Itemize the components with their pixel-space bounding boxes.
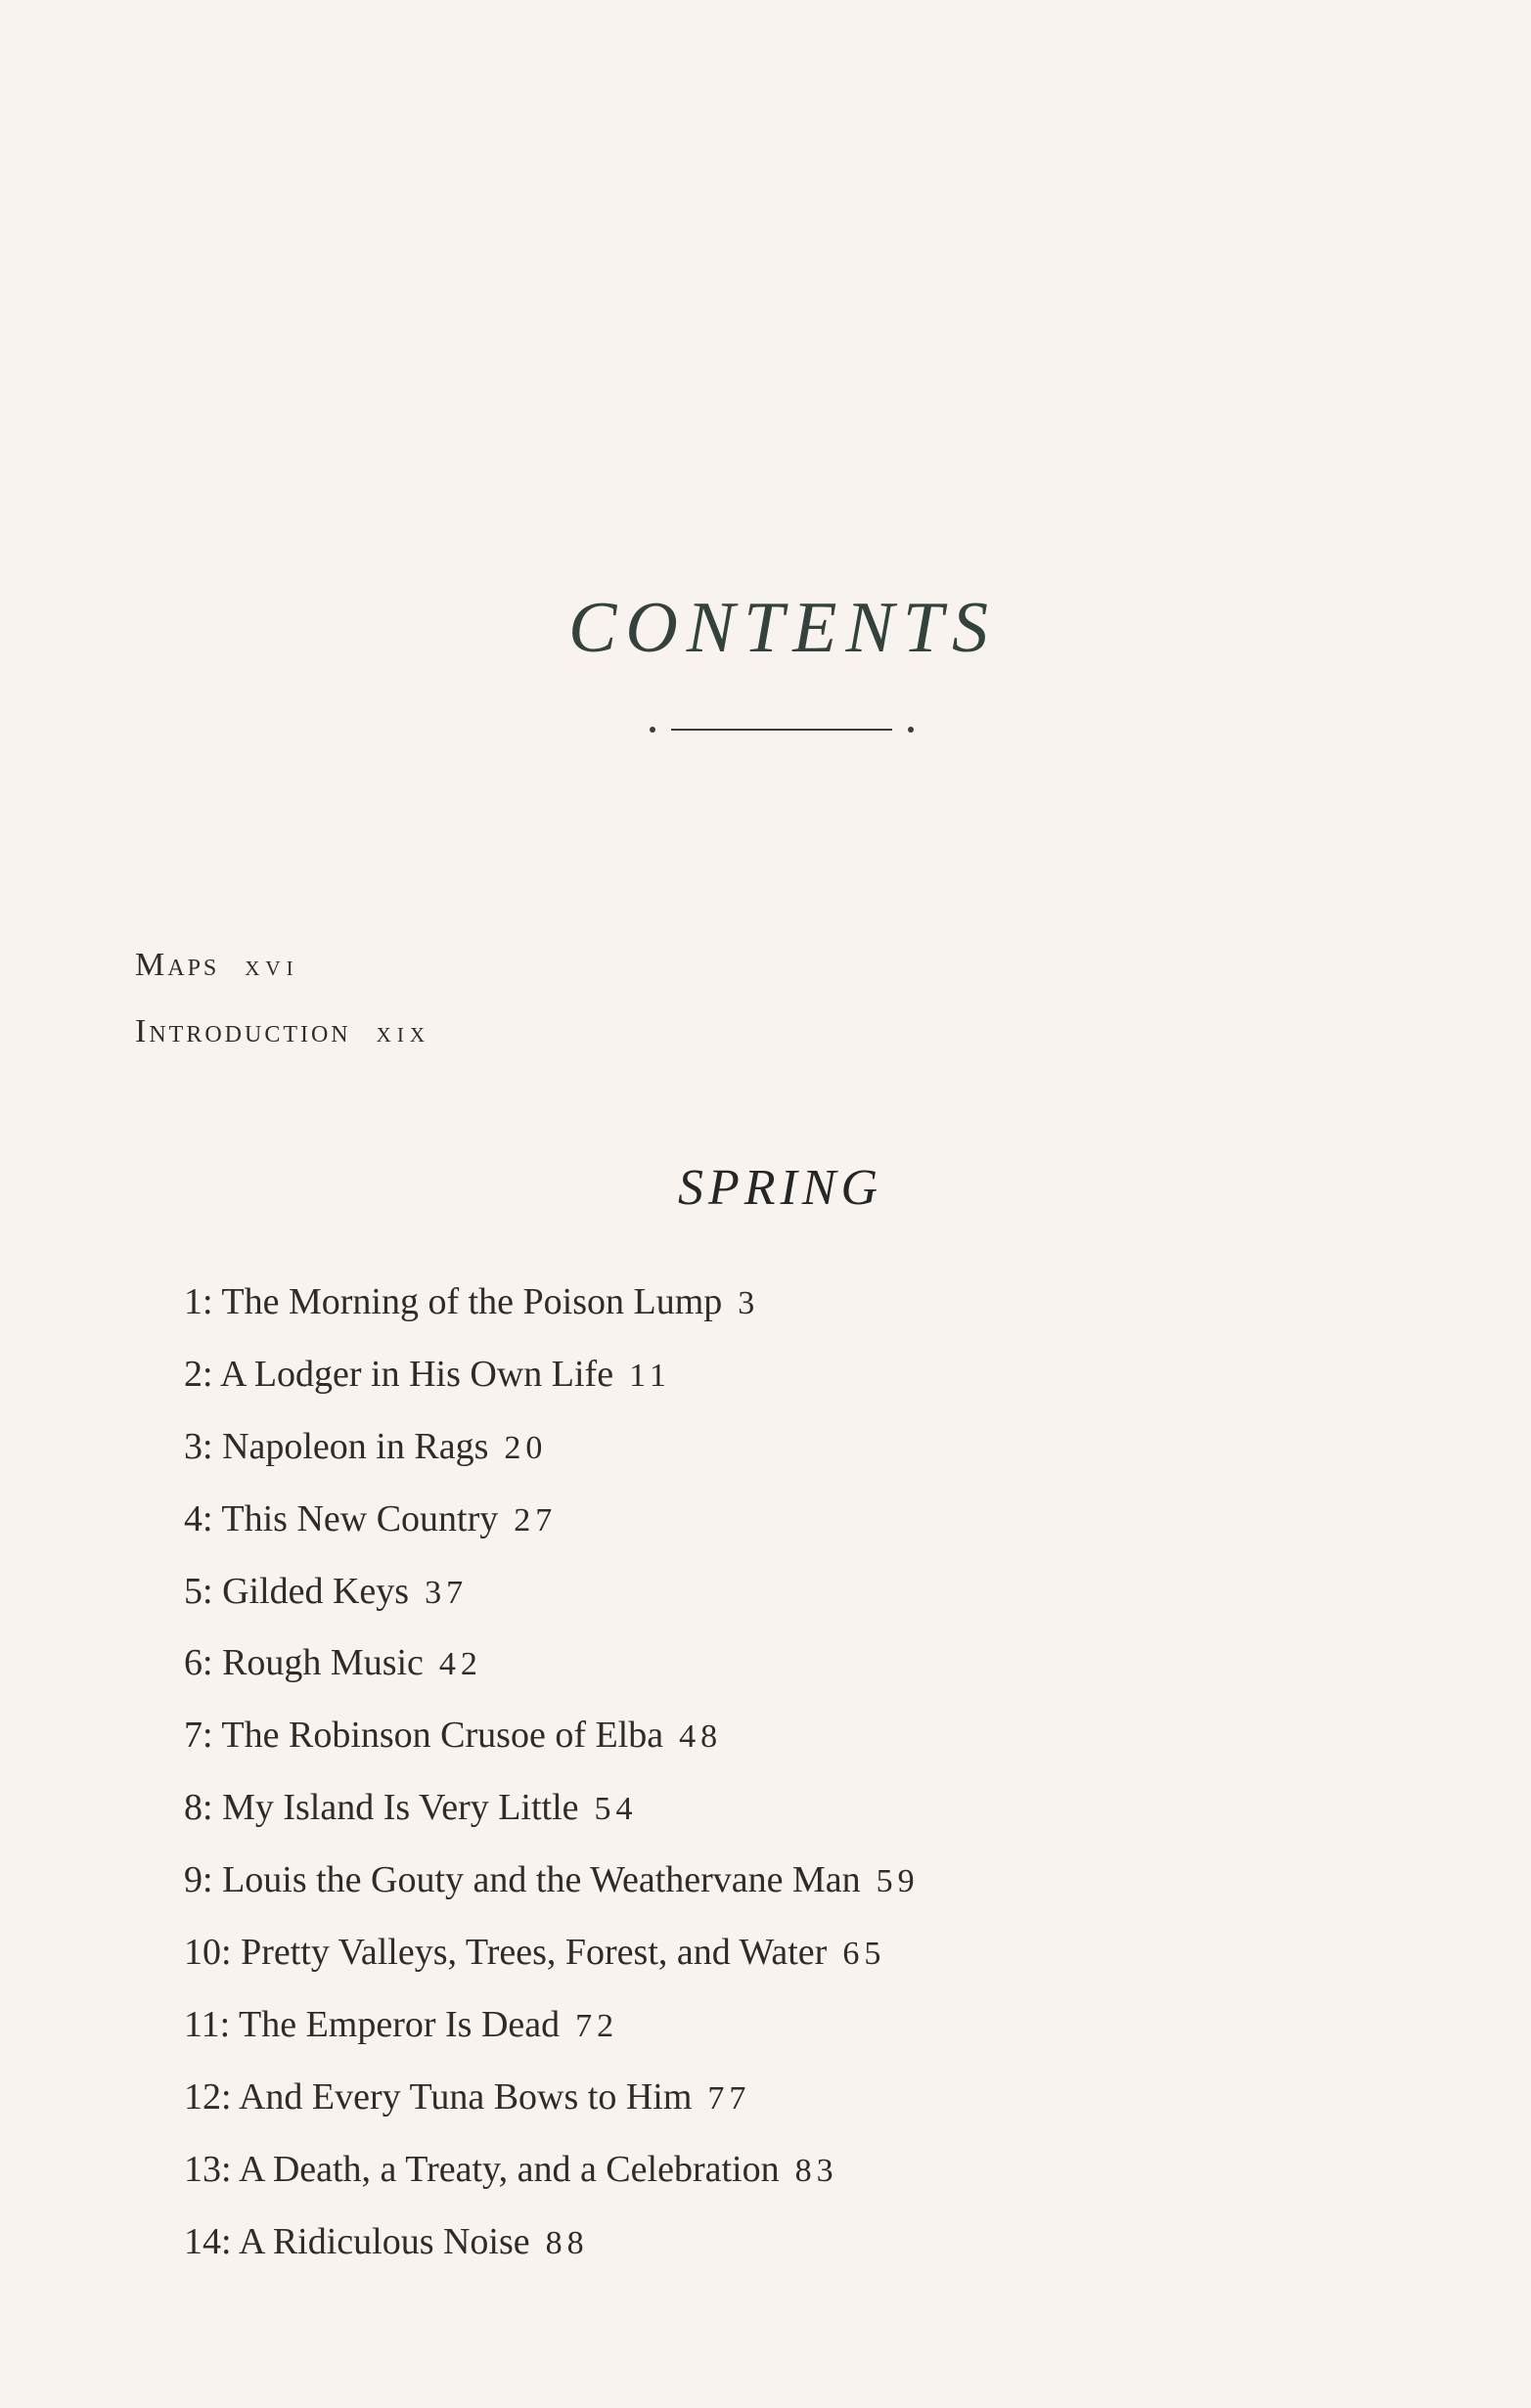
chapter-title: This New Country — [221, 1497, 499, 1539]
chapter-title: Gilded Keys — [222, 1570, 410, 1612]
chapter-title: The Emperor Is Dead — [238, 2003, 561, 2045]
chapter-title: Napoleon in Rags — [222, 1425, 489, 1467]
chapter-title: The Robinson Crusoe of Elba — [221, 1715, 664, 1757]
chapter-number: 7: — [184, 1715, 213, 1757]
chapter-page: 20 — [504, 1429, 548, 1466]
front-matter-list — [135, 947, 430, 1080]
chapter-page: 54 — [594, 1791, 638, 1828]
chapter-entry[interactable] — [184, 1271, 920, 1344]
chapter-page: 48 — [679, 1718, 723, 1756]
chapter-entry[interactable] — [184, 2139, 920, 2211]
chapter-page: 59 — [876, 1863, 920, 1900]
chapter-number: 14: — [184, 2220, 232, 2262]
chapter-number: 10: — [184, 1932, 232, 1974]
ornament-rule — [671, 729, 892, 731]
chapter-number: 2: — [184, 1353, 213, 1395]
chapter-page: 27 — [514, 1501, 558, 1538]
chapter-title: A Death, a Treaty, and a Celebration — [238, 2148, 780, 2190]
chapter-number: 3: — [184, 1425, 213, 1467]
chapter-entry[interactable] — [184, 1416, 920, 1489]
chapter-entry[interactable] — [184, 1777, 920, 1850]
chapter-number: 8: — [184, 1787, 213, 1829]
chapter-page: 42 — [438, 1646, 482, 1683]
chapter-page: 88 — [545, 2224, 589, 2261]
chapter-entry[interactable] — [184, 2067, 920, 2139]
chapter-number: 12: — [184, 2075, 232, 2118]
chapter-page: 83 — [794, 2152, 838, 2189]
chapter-entry[interactable] — [184, 1850, 920, 1922]
chapter-title: A Lodger in His Own Life — [219, 1353, 614, 1395]
front-matter-item-introduction[interactable] — [135, 1013, 430, 1080]
chapter-number: 6: — [184, 1642, 213, 1684]
chapter-list — [184, 1271, 920, 2283]
chapter-page: 77 — [707, 2079, 751, 2117]
chapter-number: 13: — [184, 2148, 232, 2190]
chapter-number: 11: — [184, 2003, 231, 2045]
chapter-entry[interactable] — [184, 1994, 920, 2067]
chapter-entry[interactable] — [184, 1705, 920, 1777]
chapter-number: 4: — [184, 1497, 213, 1539]
ornament-dot — [650, 727, 655, 733]
chapter-entry[interactable] — [184, 1632, 920, 1705]
chapter-page: 3 — [738, 1285, 760, 1321]
chapter-number: 5: — [184, 1570, 213, 1612]
chapter-entry[interactable] — [184, 1922, 920, 1994]
front-matter-page: xix — [376, 1016, 430, 1048]
chapter-title: A Ridiculous Noise — [238, 2220, 530, 2262]
chapter-page: 11 — [629, 1357, 671, 1394]
chapter-title: Louis the Gouty and the Weathervane Man — [222, 1859, 861, 1901]
chapter-title: Rough Music — [222, 1642, 424, 1684]
chapter-page: 72 — [575, 2007, 619, 2044]
front-matter-item-maps[interactable] — [135, 947, 430, 1013]
chapter-title: And Every Tuna Bows to Him — [238, 2075, 693, 2118]
chapter-page: 65 — [842, 1936, 886, 1973]
ornament-dot — [908, 727, 914, 733]
front-matter-label: Maps — [135, 947, 220, 983]
front-matter-label: Introduction — [135, 1013, 351, 1049]
chapter-number: 9: — [184, 1859, 213, 1901]
chapter-entry[interactable] — [184, 2211, 920, 2284]
chapter-entry[interactable] — [184, 1489, 920, 1561]
page-title: CONTENTS — [567, 588, 998, 668]
chapter-entry[interactable] — [184, 1561, 920, 1633]
chapter-title: My Island Is Very Little — [222, 1787, 579, 1829]
front-matter-page: xvi — [245, 950, 299, 982]
chapter-page: 37 — [425, 1574, 469, 1611]
title-ornament — [650, 724, 914, 736]
chapter-number: 1: — [184, 1281, 213, 1322]
section-title: SPRING — [677, 1160, 883, 1216]
chapter-title: The Morning of the Poison Lump — [221, 1281, 723, 1322]
chapter-entry[interactable] — [184, 1344, 920, 1416]
chapter-title: Pretty Valleys, Trees, Forest, and Water — [241, 1932, 828, 1974]
